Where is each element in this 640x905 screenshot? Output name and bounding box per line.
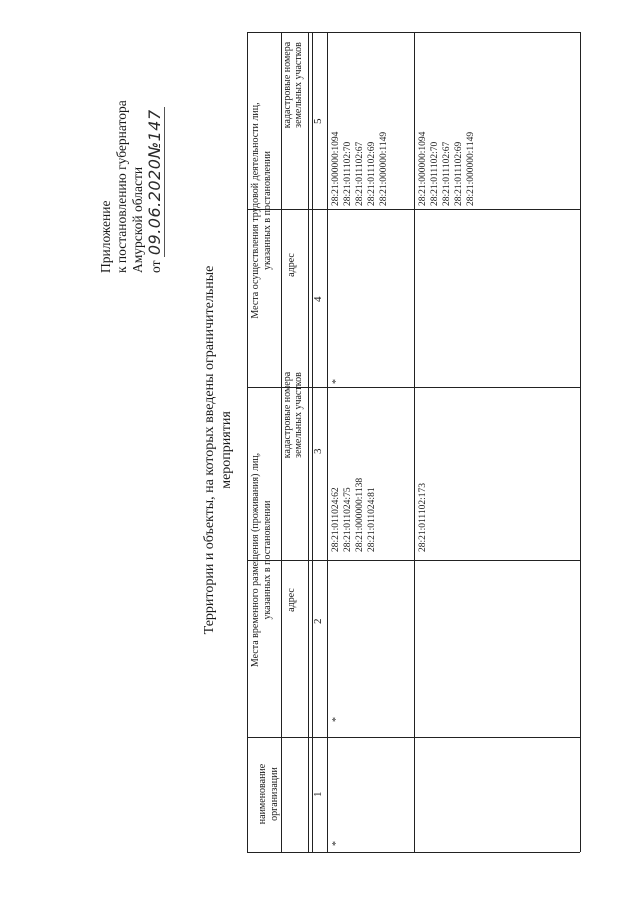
header-organization-line-2: организации (269, 767, 280, 821)
subheader-cadastral-2-line-2: земельных участков (293, 42, 304, 128)
appendix-line-3: Амурской области (130, 166, 145, 273)
row1-address-2: * (331, 379, 342, 384)
subheader-cadastral-1-line-1: кадастровые номера (282, 371, 293, 459)
column-number-3: 3 (312, 448, 324, 454)
header-group-work-line-1: Места осуществления трудовой деятельности лиц, (250, 102, 261, 319)
doc-title-line-1: Территории и объекты, на которых введены ограничительные (202, 265, 217, 635)
header-group-residence-line-2: указанных в постановлении (262, 500, 273, 620)
header-organization-line-1: наименование (257, 763, 268, 825)
header-group-residence-line-1: Места временного размещения (проживания) лиц, (250, 452, 261, 668)
column-number-5: 5 (312, 118, 324, 124)
row2-cadastral-2-item: 28:21:011102:67 (442, 141, 452, 206)
row2-cadastral-2-item: 28:21:011102:70 (430, 141, 440, 206)
row1-cadastral-1-item: 28:21:011024:81 (367, 487, 377, 552)
row2-cadastral-2-item: 28:21:000000:1149 (466, 131, 476, 206)
subheader-address-2: адрес (286, 253, 297, 277)
appendix-line-2: к постановлению губернатора (114, 100, 129, 273)
row1-address-1: * (331, 717, 342, 722)
appendix-line-1: Приложение (98, 200, 113, 273)
row1-cadastral-1-item: 28:21:011024:62 (331, 487, 341, 552)
subheader-cadastral-2-line-1: кадастровые номера (282, 41, 293, 129)
row1-cadastral-1-item: 28:21:000000:1138 (355, 477, 365, 552)
column-number-2: 2 (312, 618, 324, 624)
row1-cadastral-1-item: 28:21:011024:75 (343, 487, 353, 552)
handwritten-date-signature: 09.06.2020№147 (145, 109, 164, 256)
row1-cadastral-2-item: 28:21:011102:70 (343, 141, 353, 206)
appendix-line-4 (147, 107, 163, 273)
doc-title-line-2: мероприятия (219, 411, 234, 489)
row2-cadastral-2-item: 28:21:000000:1094 (418, 131, 428, 206)
subheader-cadastral-1-line-2: земельных участков (293, 372, 304, 458)
appendix-date-prefix: от (148, 260, 163, 273)
column-number-4: 4 (312, 296, 324, 302)
header-group-work-line-2: указанных в постановлении (262, 150, 273, 271)
column-number-1: 1 (312, 791, 324, 797)
row2-cadastral-2-item: 28:21:011102:69 (454, 141, 464, 206)
row2-cadastral-1-item: 28:21:011102:173 (418, 483, 428, 552)
row1-cadastral-2-item: 28:21:000000:1094 (331, 131, 341, 206)
row1-organization: * (331, 841, 342, 846)
subheader-address-1: адрес (286, 588, 297, 612)
row1-cadastral-2-item: 28:21:011102:67 (355, 141, 365, 206)
row1-cadastral-2-item: 28:21:000000:1149 (379, 131, 389, 206)
row1-cadastral-2-item: 28:21:011102:69 (367, 141, 377, 206)
